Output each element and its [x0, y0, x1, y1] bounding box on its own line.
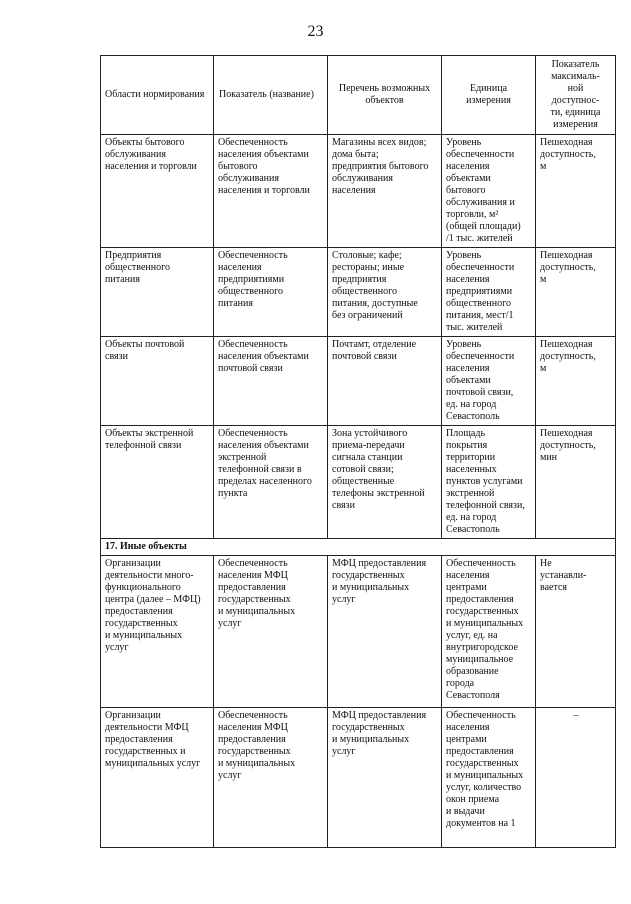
table-row	[101, 426, 616, 539]
cell-area: Объекты бытового обслуживания населения и торговли	[101, 135, 214, 248]
cell-max-access: Пешеходная доступность, м	[536, 248, 616, 337]
cell-objects: Почтамт, отделение почтовой связи	[328, 337, 442, 426]
cell-max-access: Не устанавли- вается	[536, 556, 616, 708]
header-objects: Перечень возможных объектов	[328, 56, 442, 135]
cell-max-access: Пешеходная доступность, м	[536, 135, 616, 248]
cell-area: Организации деятельности МФЦ предоставления государственных и муниципальных услуг	[101, 708, 214, 848]
cell-unit: Уровень обеспеченности населения объектами бытового обслуживания и торговли, м² (общей площади) /1 тыс. жителей	[442, 135, 536, 248]
table-row	[101, 556, 616, 708]
table-row	[101, 337, 616, 426]
cell-objects: Магазины всех видов; дома быта; предприятия бытового обслуживания населения	[328, 135, 442, 248]
cell-area: Предприятия общественного питания	[101, 248, 214, 337]
cell-indicator: Обеспеченность населения МФЦ предоставления государственных и муниципальных услуг	[214, 708, 328, 848]
section-row	[101, 539, 616, 556]
cell-objects: Столовые; кафе; рестораны; иные предприятия общественного питания, доступные без ограничений	[328, 248, 442, 337]
header-unit: Единица измерения	[442, 56, 536, 135]
cell-objects: МФЦ предоставления государственных и муниципальных услуг	[328, 556, 442, 708]
cell-indicator: Обеспеченность населения объектами экстренной телефонной связи в пределах населенного пункта	[214, 426, 328, 539]
table-row	[101, 135, 616, 248]
page-number: 23	[307, 23, 324, 40]
section-title: 17. Иные объекты	[101, 539, 616, 556]
header-indicator: Показатель (название)	[214, 56, 328, 135]
cell-objects: МФЦ предоставления государственных и муниципальных услуг	[328, 708, 442, 848]
table-row	[101, 248, 616, 337]
cell-area: Объекты почтовой связи	[101, 337, 214, 426]
cell-objects: Зона устойчивого приема-передачи сигнала станции сотовой связи; общественные телефоны экстренной связи	[328, 426, 442, 539]
cell-area: Организации деятельности много- функционального центра (далее – МФЦ) предоставления государственных и муниципальных услуг	[101, 556, 214, 708]
header-area: Области нормирования	[101, 56, 214, 135]
cell-max-access: –	[536, 708, 616, 848]
cell-unit: Обеспеченность населения центрами предоставления государственных и муниципальных услуг, количество окон приема и выдачи документов на 1	[442, 708, 536, 848]
cell-indicator: Обеспеченность населения объектами почтовой связи	[214, 337, 328, 426]
table-header-row	[101, 56, 616, 135]
cell-unit: Уровень обеспеченности населения объектами почтовой связи, ед. на город Севастополь	[442, 337, 536, 426]
cell-unit: Площадь покрытия территории населенных пунктов услугами экстренной телефонной связи, ед. на город Севастополь	[442, 426, 536, 539]
cell-area: Объекты экстренной телефонной связи	[101, 426, 214, 539]
cell-indicator: Обеспеченность населения объектами бытового обслуживания населения и торговли	[214, 135, 328, 248]
table-row	[101, 708, 616, 848]
cell-unit: Обеспеченность населения центрами предоставления государственных и муниципальных услуг, ед. на внутригородское муниципальное образование города Севастополя	[442, 556, 536, 708]
norms-table	[100, 55, 616, 848]
cell-max-access: Пешеходная доступность, мин	[536, 426, 616, 539]
cell-unit: Уровень обеспеченности населения предприятиями общественного питания, мест/1 тыс. жителей	[442, 248, 536, 337]
header-max-access: Показатель максималь- ной доступнос- ти, единица измерения	[536, 56, 616, 135]
cell-max-access: Пешеходная доступность, м	[536, 337, 616, 426]
cell-indicator: Обеспеченность населения МФЦ предоставления государственных и муниципальных услуг	[214, 556, 328, 708]
cell-indicator: Обеспеченность населения предприятиями общественного питания	[214, 248, 328, 337]
